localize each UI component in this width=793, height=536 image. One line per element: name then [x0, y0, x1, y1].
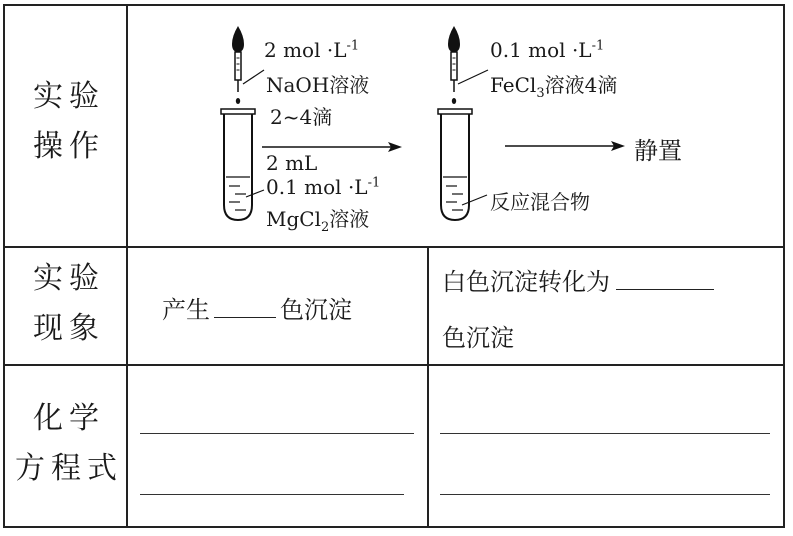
mgcl2-name [266, 203, 369, 235]
process-arrow-2 [505, 141, 625, 151]
mgcl2-name-post: 溶液 [329, 207, 370, 231]
phenomenon-right-line2: 色沉淀 [442, 324, 514, 352]
fecl3-name-post: 溶液4滴 [544, 73, 618, 97]
dropper-naoh [232, 26, 264, 104]
naoh-conc-value: 2 mol [264, 38, 321, 62]
mgcl2-name-pre: MgCl [266, 207, 321, 231]
naoh-drops: 2~4滴 [270, 105, 333, 129]
phenomenon-left-blank[interactable] [214, 297, 276, 318]
phenomenon-right-blank[interactable] [616, 269, 714, 290]
test-tube-mixture [438, 109, 487, 220]
phenomenon-label-line2: 现象 [33, 311, 105, 346]
mgcl2-conc-value: 0.1 mol [266, 175, 342, 199]
mgcl2-conc-sup: -1 [367, 175, 381, 191]
fecl3-name-sub: 3 [536, 86, 545, 101]
fecl3-name [490, 69, 617, 101]
phenomenon-left [162, 290, 352, 325]
phenomenon-label-line1: 实验 [33, 261, 105, 296]
dropper-fecl3 [448, 26, 488, 104]
equation-label-line2: 方程式 [15, 451, 123, 486]
phenomenon-left-after: 色沉淀 [280, 296, 352, 324]
naoh-conc-sup: -1 [346, 38, 360, 54]
fecl3-name-pre: FeCl [490, 73, 537, 97]
equation-label-line1: 化学 [33, 401, 105, 436]
phenomenon-right-line1 [442, 262, 714, 297]
fecl3-concentration [490, 38, 604, 62]
naoh-name: NaOH溶液 [266, 73, 370, 97]
naoh-conc-dot: · [326, 38, 334, 62]
equation-left-line-2[interactable] [140, 494, 404, 495]
test-tube-mgcl2 [221, 109, 264, 220]
phenomenon-right-text: 白色沉淀转化为 [442, 268, 610, 296]
mgcl2-conc-unit: L [354, 175, 368, 199]
naoh-conc-unit: L [333, 38, 347, 62]
fecl3-conc-sup: -1 [591, 38, 605, 54]
phenomenon-left-before: 产生 [162, 296, 210, 324]
tube-volume: 2 mL [266, 151, 318, 175]
fecl3-conc-unit: L [578, 38, 592, 62]
equation-right-line-1[interactable] [440, 433, 770, 434]
fecl3-conc-dot: · [571, 38, 579, 62]
naoh-concentration [264, 38, 359, 62]
mgcl2-concentration [266, 175, 380, 199]
operation-label-line1: 实验 [33, 79, 105, 114]
equation-right-line-2[interactable] [440, 494, 770, 495]
mgcl2-conc-dot: · [347, 175, 355, 199]
operation-label-line2: 操作 [33, 129, 105, 164]
fecl3-conc-value: 0.1 mol [490, 38, 566, 62]
mixture-label: 反应混合物 [490, 190, 590, 214]
mgcl2-name-sub: 2 [320, 220, 330, 235]
equation-left-line-1[interactable] [140, 433, 414, 434]
final-step-label: 静置 [634, 137, 682, 165]
